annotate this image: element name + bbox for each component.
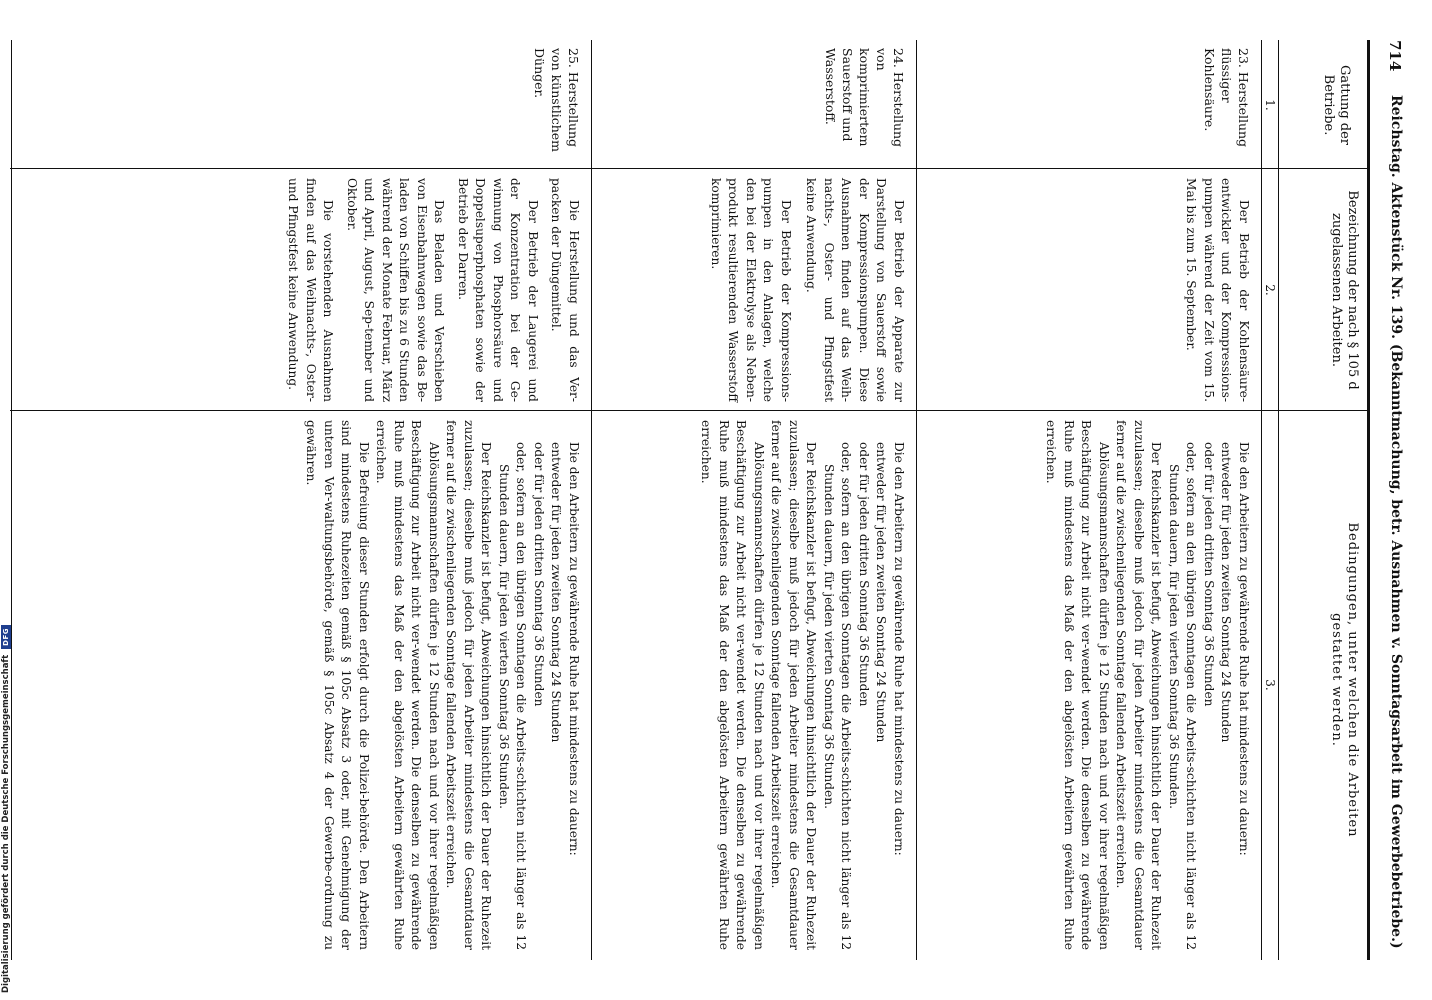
row-25-conditions <box>302 420 582 950</box>
header-rule <box>1278 40 1279 960</box>
row-24-work <box>707 178 908 402</box>
cond-para: Der Reichskanzler ist befugt, Abweichungen hinsichtlich der Dauer der Ruhezeit zuzulassen; dieselbe muß jedoch für jeden Arbeiter mindestens die Gesamtdauer ferner auf die zwischenliegenden Sonntage fallenden Arbeitszeit erreichen. <box>1114 420 1164 950</box>
colnum-rule <box>1261 40 1262 960</box>
row-25-name: 25. Herstellung von künstlichem Dünger. <box>532 48 581 153</box>
cond-para: Die Befreiung dieser Stunden erfolgt durch die Polizei-behörde. Den Arbeitern sind mindestens Ruhezeiten gemäß § 105c Absatz 3 oder, mit Genehmigung der unteren Ver-waltungsbehörde, gemäß § 105c Absatz 4 der Gewerbe-ordnung zu gewähren. <box>304 420 371 950</box>
cond-item: oder für jeden dritten Sonntag 36 Stunden <box>532 442 546 707</box>
row-23-conditions <box>1042 420 1252 950</box>
credit-text: Digitalisierung gefördert durch die Deutsche Forschungsgemeinschaft <box>1 654 11 993</box>
row-24-work-para: Der Betrieb der Kompressions-pumpen in den Anlagen, welche den bei der Elektrolyse als Neben-produkt resultierenden Wasserstoff komprimieren. <box>709 178 793 402</box>
cond-para: Der Reichskanzler ist befugt, Abweichungen hinsichtlich der Dauer der Ruhezeit zuzulassen; dieselbe muß jedoch für jeden Arbeiter mindestens die Gesamtdauer ferner auf die zwischenliegenden Sonntage fallenden Arbeitszeit erreichen. <box>444 420 494 950</box>
row-25-work-para: Die Herstellung und das Ver-packen der Düngemittel. <box>549 178 581 402</box>
row-24-name: 24. Herstellung von komprimiertem Sauerstoff und Wasserstoff. <box>823 48 906 148</box>
cond-item: entweder für jeden zweiten Sonntag 24 Stunden <box>1219 442 1234 743</box>
col2-number: 2. <box>1263 284 1277 296</box>
cond-intro: Die den Arbeitern zu gewährende Ruhe hat mindestens zu dauern: <box>892 442 906 856</box>
col3-number: 3. <box>1263 679 1277 691</box>
cond-para: Ablösungsmannschaften dürfen je 12 Stunden nach und vor ihrer regelmäßigen Beschäftigung zur Arbeit nicht ver-wendet werden. Die denselben zu gewährende Ruhe muß mindestens das Maß der den abgelösten Arbeitern gewährten Ruhe erreichen. <box>699 420 766 950</box>
row-23-work <box>1182 178 1252 402</box>
cond-item: oder, sofern an den übrigen Sonntagen die Arbeits-schichten nicht länger als 12 Stunden dauern, für jeden vierten Sonntag 36 Stunden. <box>1167 442 1199 950</box>
row-24-conditions <box>697 420 907 950</box>
row-23-work-para: Der Betrieb der Kohlensäure-entwickler und der Kompressions-pumpen während der Zeit vom 15. Mai bis zum 15. September. <box>1184 178 1251 402</box>
table-bottom-rule <box>11 40 12 960</box>
dfg-logo: DFG <box>1 625 11 649</box>
row-separator-1 <box>916 40 917 960</box>
cond-item: oder, sofern an den übrigen Sonntagen die Arbeits-schichten nicht länger als 12 Stunden dauern, für jeden vierten Sonntag 36 Stunden. <box>497 442 529 950</box>
row-25-work-para: Das Beladen und Verschieben von Eisenbahnwagen sowie das Be-laden von Schiffen bis zu 6 Stunden während der Monate Februar, März und April, August, Sep-tember und Oktober. <box>345 178 447 402</box>
cond-item: entweder für jeden zweiten Sonntag 24 Stunden <box>549 442 564 743</box>
col1-header: Gattung der Betriebe. <box>1321 64 1352 145</box>
table-top-rule <box>1367 40 1370 960</box>
col3-header: Bedingungen, unter welchen die Arbeiten gestattet werden. <box>1329 522 1360 838</box>
digitization-credit <box>1 625 11 993</box>
row-separator-2 <box>591 40 592 960</box>
row-25-work-para: Die vorstehenden Ausnahmen finden auf das Weihnachts-, Oster- und Pfingstfest keine Anwendung. <box>286 178 336 402</box>
cond-item: oder, sofern an den übrigen Sonntagen die Arbeits-schichten nicht länger als 12 Stunden dauern, für jeden vierten Sonntag 36 Stunden. <box>822 442 854 950</box>
cond-intro: Die den Arbeitern zu gewährende Ruhe hat mindestens zu dauern: <box>1237 442 1251 856</box>
page-number: 714 <box>1386 40 1404 72</box>
cond-para: Ablösungsmannschaften dürfen je 12 Stunden nach und vor ihrer regelmäßigen Beschäftigung zur Arbeit nicht ver-wendet werden. Die denselben zu gewährende Ruhe muß mindestens das Maß der den abgelösten Arbeitern gewährten Ruhe erreichen. <box>1044 420 1111 950</box>
cond-para: Der Reichskanzler ist befugt, Abweichungen hinsichtlich der Dauer der Ruhezeit zuzulassen; dieselbe muß jedoch für jeden Arbeiter mindestens die Gesamtdauer ferner auf die zwischenliegenden Sonntage fallenden Arbeitszeit erreichen. <box>769 420 819 950</box>
row-25-work <box>284 178 582 402</box>
cond-para: Ablösungsmannschaften dürfen je 12 Stunden nach und vor ihrer regelmäßigen Beschäftigung zur Arbeit nicht ver-wendet werden. Die denselben zu gewährende Ruhe muß mindestens das Maß der den abgelösten Arbeitern gewährten Ruhe erreichen. <box>374 420 441 950</box>
col1-number: 1. <box>1263 99 1277 111</box>
column-divider-1 <box>10 168 1370 169</box>
cond-item: entweder für jeden zweiten Sonntag 24 Stunden <box>874 442 889 743</box>
column-divider-2 <box>10 410 1370 411</box>
col2-header: Bezeichnung der nach § 105 d zugelassenen Arbeiten. <box>1329 190 1360 390</box>
cond-item: oder für jeden dritten Sonntag 36 Stunden <box>1202 442 1216 707</box>
cond-intro: Die den Arbeitern zu gewährende Ruhe hat mindestens zu dauern: <box>567 442 581 856</box>
cond-item: oder für jeden dritten Sonntag 36 Stunden <box>857 442 871 707</box>
running-title: Reichstag. Aktenstück Nr. 139. (Bekanntmachung, betr. Ausnahmen v. Sonntagsarbeit im Gewerbebetriebe.) <box>1388 95 1404 949</box>
row-25-work-para: Der Betrieb der Laugerei und der Konzentration bei der Ge-winnung von Phosphorsäure und Doppelsuperphosphaten sowie der Betrieb der Darren. <box>456 178 540 402</box>
row-23-name: 23. Herstellung flüssiger Kohlensäure. <box>1202 48 1251 148</box>
row-24-work-para: Der Betrieb der Apparate zur Darstellung von Sauerstoff sowie der Kompressionspumpen. Diese Ausnahmen finden auf das Weih-nachts-, Oster- und Pfingstfest keine Anwendung. <box>804 178 906 402</box>
